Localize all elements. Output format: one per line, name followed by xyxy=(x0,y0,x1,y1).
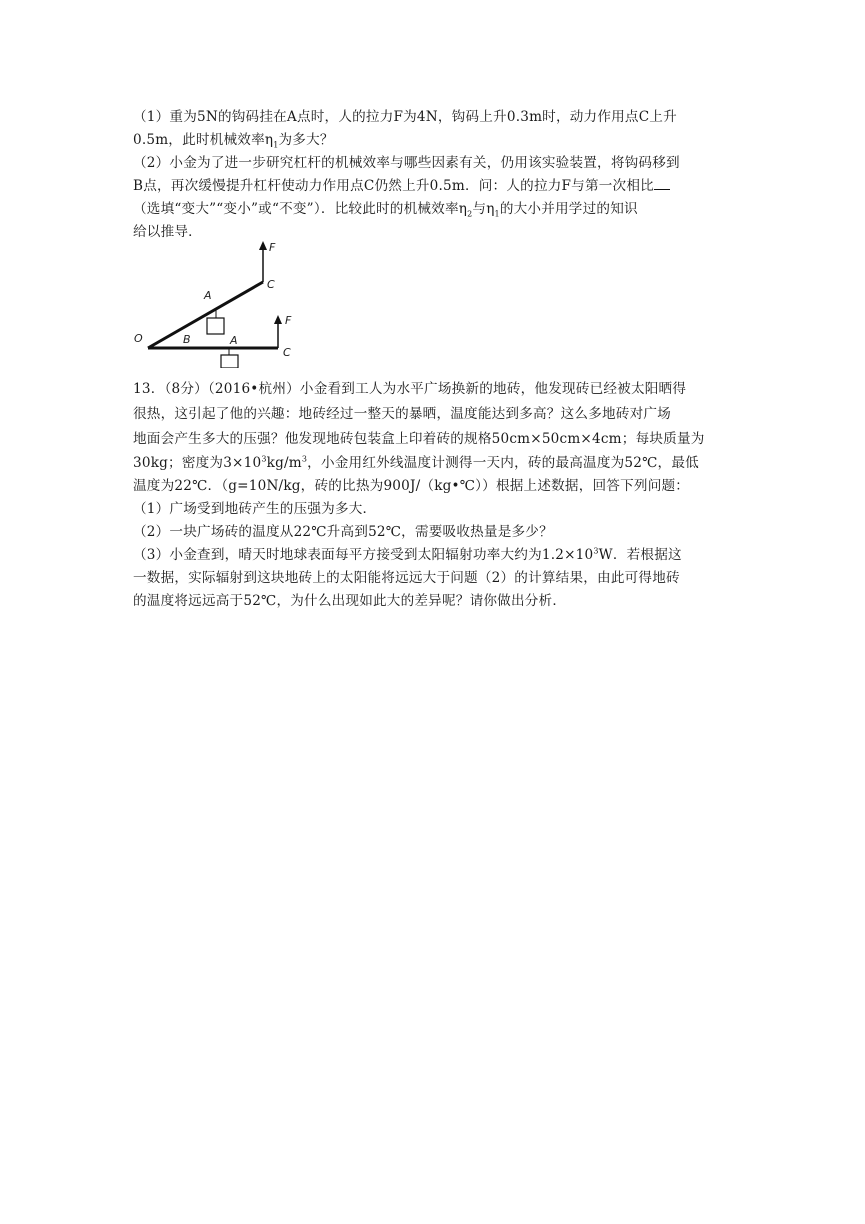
q13-line3 xyxy=(133,429,738,449)
text: W．若根据这 xyxy=(598,547,682,563)
text: kg/m xyxy=(266,455,302,471)
text: 30kg；密度为3×10 xyxy=(133,455,262,471)
force-arrow-top-head xyxy=(259,241,267,250)
q12-part2-line3 xyxy=(133,199,738,219)
subscript: 2 xyxy=(467,209,473,219)
label-C-top: C xyxy=(267,278,275,291)
text: 13．（8分）（2016•杭州）小金看到工人为水平广场换新的地砖，他发现砖已经被太阳晒得 xyxy=(133,381,687,397)
superscript: 3 xyxy=(261,454,267,464)
q13-sub1 xyxy=(133,499,738,519)
text: 地面会产生多大的压强？他发现地砖包装盒上印着砖的规格50cm×50cm×4cm；每块质量为 xyxy=(133,431,705,447)
text: 的大小并用学过的知识 xyxy=(499,201,638,217)
answer-blank xyxy=(654,177,670,190)
text: 的温度将远远高于52℃，为什么出现如此大的差异呢？请你做出分析． xyxy=(133,593,567,609)
weight-block-top xyxy=(207,318,224,334)
text: 一数据，实际辐射到这块地砖上的太阳能将远远大于问题（2）的计算结果，由此可得地砖 xyxy=(133,570,680,586)
text: （2）一块广场砖的温度从22℃升高到52℃，需要吸收热量是多少？ xyxy=(133,524,553,540)
text: 温度为22℃．（g=10N/kg，砖的比热为900J/（kg•℃））根据上述数据，回答下列问题： xyxy=(133,478,690,494)
subscript: 1 xyxy=(494,209,500,219)
weight-block-bottom xyxy=(221,355,238,368)
text: 给以推导． xyxy=(133,224,202,240)
label-C-bottom: C xyxy=(283,346,291,359)
text: （3）小金查到，晴天时地球表面每平方接受到太阳辐射功率大约为1.2×10 xyxy=(133,547,594,563)
label-B: B xyxy=(183,333,191,346)
q13-sub3-line2 xyxy=(133,568,738,588)
lever-diagram xyxy=(128,238,308,368)
q13-sub3-line3 xyxy=(133,591,738,611)
superscript: 3 xyxy=(593,546,599,556)
label-F-right: F xyxy=(285,314,292,327)
q13-sub2 xyxy=(133,522,738,542)
q12-part1-line2 xyxy=(133,130,738,150)
force-arrow-right-head xyxy=(274,315,282,324)
label-A-bottom: A xyxy=(230,334,238,347)
text: ，小金用红外线温度计测得一天内，砖的最高温度为52℃，最低 xyxy=(307,455,699,471)
label-A-top: A xyxy=(204,289,212,302)
q12-part2-line2 xyxy=(133,176,738,196)
q13-line2 xyxy=(133,404,738,424)
q13-line5 xyxy=(133,476,738,496)
text: 与η xyxy=(472,201,495,217)
text: （选填“变大”“变小”或“不变”）．比较此时的机械效率η xyxy=(133,201,468,217)
q12-part1-line1 xyxy=(133,107,738,127)
label-F-top: F xyxy=(269,241,276,254)
text: 很热，这引起了他的兴趣：地砖经过一整天的暴晒，温度能达到多高？这么多地砖对广场 xyxy=(133,406,671,422)
text: B点，再次缓慢提升杠杆使动力作用点C仍然上升0.5m．问：人的拉力F与第一次相比 xyxy=(133,178,654,194)
q13-line1 xyxy=(133,379,738,399)
text: （1）广场受到地砖产生的压强为多大． xyxy=(133,501,377,517)
label-O: O xyxy=(134,332,143,345)
q12-part2-line1 xyxy=(133,153,738,173)
q13-sub3-line1 xyxy=(133,545,738,565)
text: （2）小金为了进一步研究杠杆的机械效率与哪些因素有关，仍用该实验装置，将钩码移到 xyxy=(133,155,680,171)
text: 0.5m，此时机械效率η xyxy=(133,132,274,148)
text: 为多大？ xyxy=(278,132,334,148)
text: （1）重为5N的钩码挂在A点时，人的拉力F为4N，钩码上升0.3m时，动力作用点C上升 xyxy=(133,109,677,125)
subscript: 1 xyxy=(273,140,279,150)
superscript: 3 xyxy=(301,454,308,464)
q13-line4 xyxy=(133,453,738,473)
